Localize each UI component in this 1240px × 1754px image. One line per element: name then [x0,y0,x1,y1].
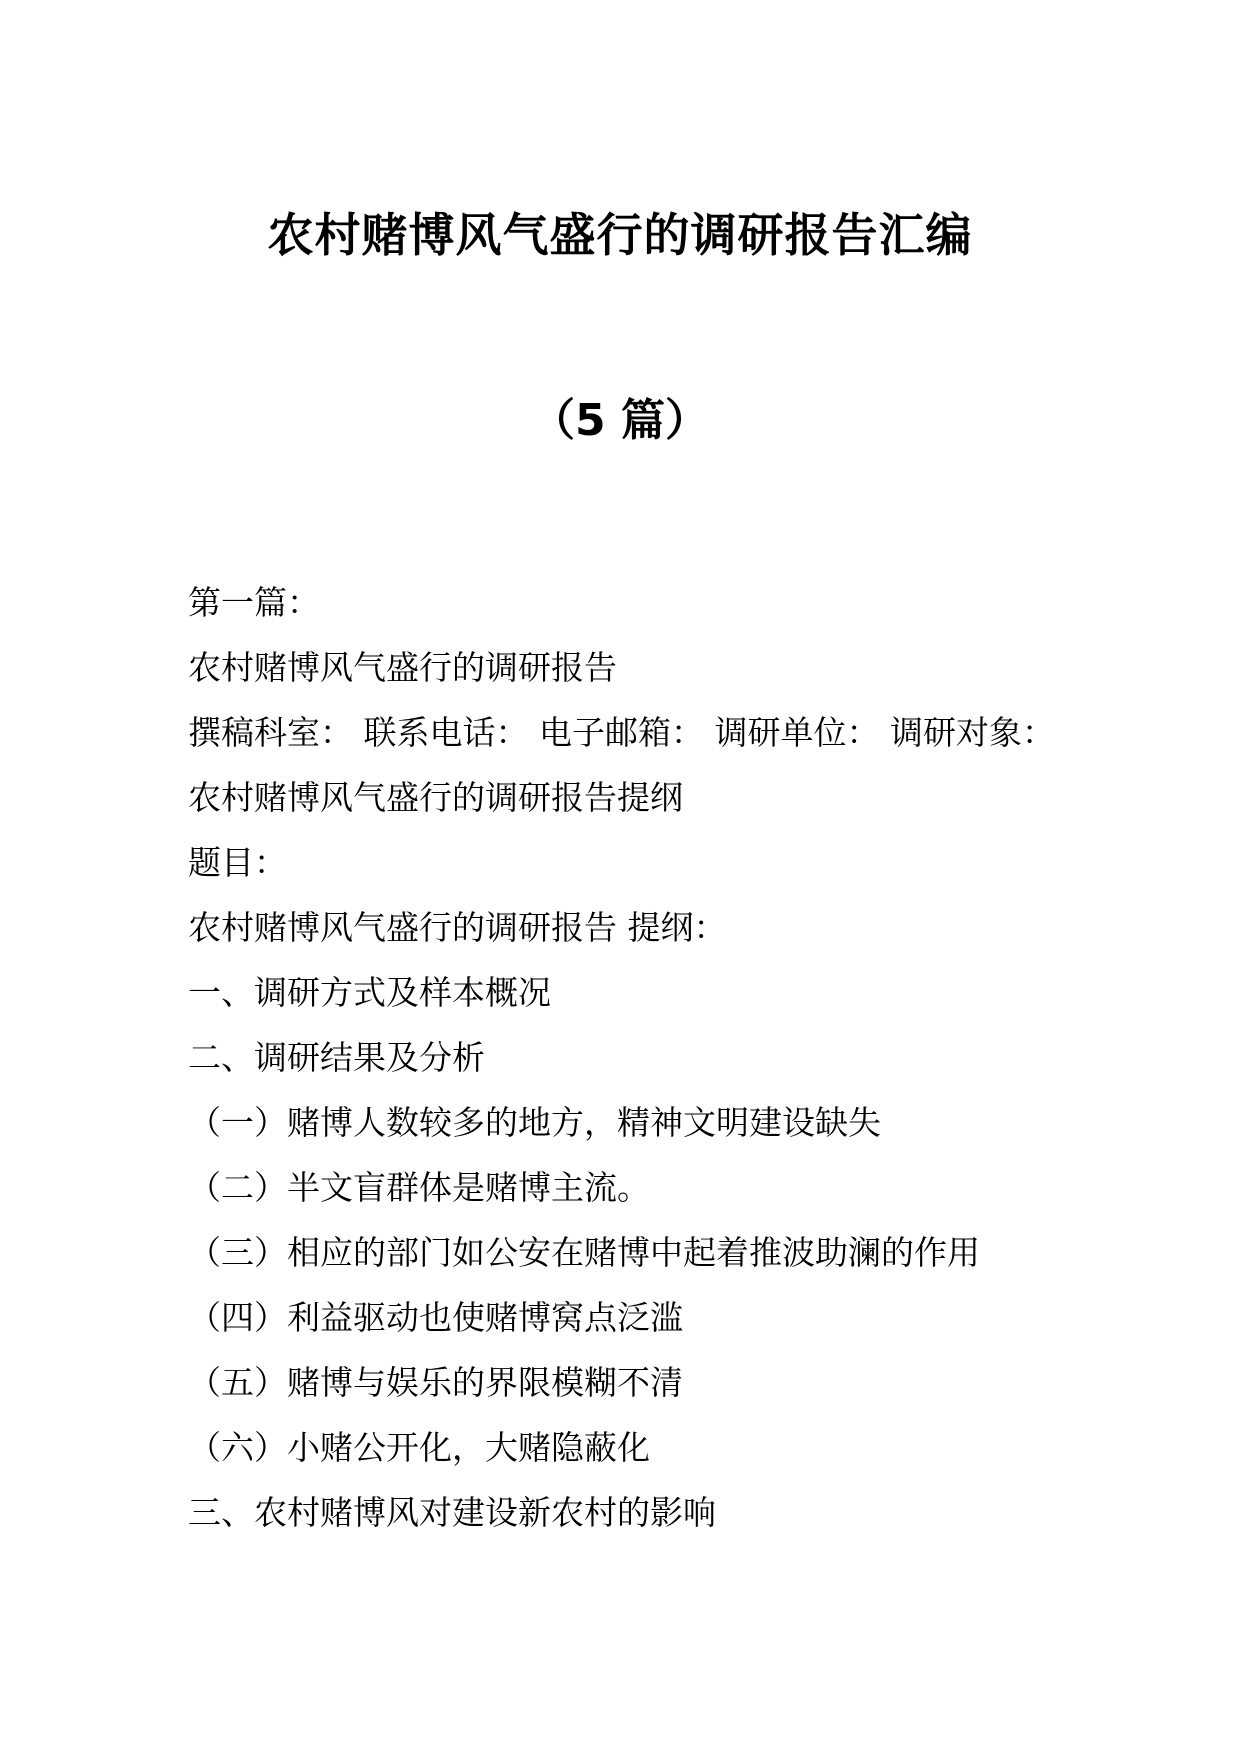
section-heading-first: 第一篇： [188,583,320,622]
outline-item: 三、农村赌博风对建设新农村的影响 [188,1493,716,1532]
outline-title-line: 农村赌博风气盛行的调研报告提纲 [188,778,683,817]
report-meta-fields: 撰稿科室： 联系电话： 电子邮箱： 调研单位： 调研对象： [188,713,1055,752]
outline-subitem: （一）赌博人数较多的地方，精神文明建设缺失 [188,1103,881,1142]
document-body [188,570,1088,1545]
outline-subitem: （六）小赌公开化，大赌隐蔽化 [188,1428,650,1467]
outline-item: 二、调研结果及分析 [188,1038,485,1077]
outline-subitem: （三）相应的部门如公安在赌博中起着推波助澜的作用 [188,1233,980,1272]
topic-label: 题目： [188,843,287,882]
document-subtitle: （5 篇） [531,395,709,446]
outline-label-line: 农村赌博风气盛行的调研报告 提纲： [188,908,727,947]
document-title: 农村赌博风气盛行的调研报告汇编 [267,208,973,262]
report-title-line: 农村赌博风气盛行的调研报告 [188,648,617,687]
outline-subitem: （五）赌博与娱乐的界限模糊不清 [188,1363,683,1402]
outline-subitem: （二）半文盲群体是赌博主流。 [188,1168,650,1207]
outline-subitem: （四）利益驱动也使赌博窝点泛滥 [188,1298,683,1337]
outline-item: 一、调研方式及样本概况 [188,973,551,1012]
